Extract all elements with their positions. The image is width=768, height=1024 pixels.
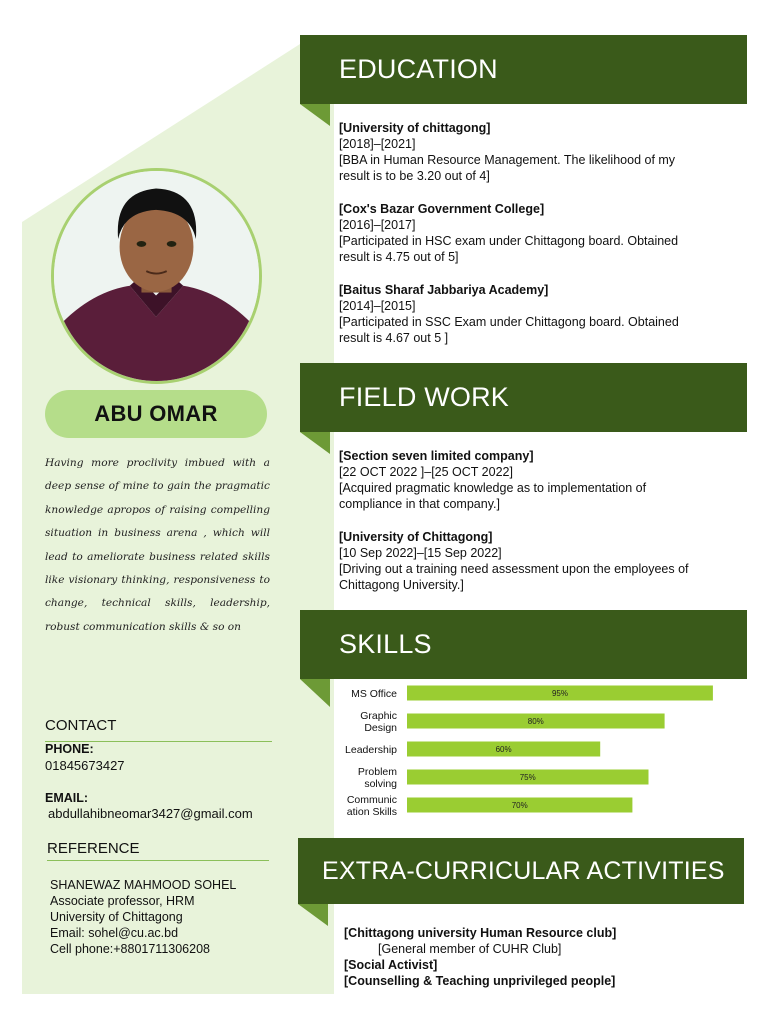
fieldwork-banner <box>300 363 747 432</box>
reference-heading: REFERENCE <box>47 840 140 857</box>
education-entry <box>339 120 709 184</box>
reference-org: University of Chittagong <box>50 910 183 924</box>
skills-fold <box>300 679 330 707</box>
education-heading: EDUCATION <box>339 54 498 84</box>
contact-heading: CONTACT <box>45 717 117 734</box>
skill-label: Leadership <box>345 744 397 756</box>
extra-fold <box>298 904 328 926</box>
skill-label: Communic <box>346 794 397 806</box>
fieldwork-title: [University of Chittagong] <box>339 530 493 544</box>
education-title: [University of chittagong] <box>339 121 491 135</box>
skill-value-label: 95% <box>551 689 568 698</box>
reference-details <box>50 877 236 957</box>
reference-divider <box>47 860 269 861</box>
reference-email: Email: sohel@cu.ac.bd <box>50 926 179 940</box>
skills-banner <box>300 610 747 679</box>
skill-label: solving <box>364 778 397 790</box>
skill-value-label: 60% <box>495 745 512 754</box>
extra-activities <box>344 925 616 989</box>
email-value: abdullahibneomar3427@gmail.com <box>48 806 253 821</box>
fieldwork-title: [Section seven limited company] <box>339 449 534 463</box>
fieldwork-fold <box>300 432 330 454</box>
skill-label: Graphic <box>360 710 397 722</box>
skill-value-label: 70% <box>511 801 528 810</box>
profile-photo <box>51 168 262 384</box>
education-dates: [2016]–[2017] <box>339 218 416 232</box>
skill-label: MS Office <box>351 688 397 700</box>
reference-name: SHANEWAZ MAHMOOD SOHEL <box>50 878 237 892</box>
skills-chart <box>335 683 735 823</box>
education-desc: [Participated in SSC Exam under Chittagong board. Obtained result is 4.67 out 5 ] <box>339 315 679 345</box>
education-title: [Cox's Bazar Government College] <box>339 202 545 216</box>
skill-label: Design <box>364 722 397 734</box>
skill-value-label: 75% <box>519 773 536 782</box>
fieldwork-desc: [Driving out a training need assessment upon the employees of Chittagong University.] <box>339 562 689 592</box>
name-pill <box>45 390 267 438</box>
education-banner <box>300 35 747 104</box>
education-fold <box>300 104 330 126</box>
fieldwork-entry <box>339 448 709 512</box>
fieldwork-heading: FIELD WORK <box>339 382 510 412</box>
extra-teaching: [Counselling & Teaching unprivileged people] <box>344 974 616 988</box>
education-dates: [2018]–[2021] <box>339 137 416 151</box>
skill-label: ation Skills <box>346 806 397 818</box>
extra-activist: [Social Activist] <box>344 958 438 972</box>
skill-label: Problem <box>357 766 397 778</box>
profile-summary: Having more proclivity imbued with a deep sense of mine to gain the pragmatic knowledge apropos of raising compelling situation in business arena , which will lead to ameliorate business related skills like visionary thinking, responsiveness to change, technical skills, leadership, robust communication skills & so on <box>45 457 270 633</box>
reference-phone: Cell phone:+8801711306208 <box>50 942 210 956</box>
education-dates: [2014]–[2015] <box>339 299 416 313</box>
reference-title: Associate professor, HRM <box>50 894 195 908</box>
fieldwork-dates: [10 Sep 2022]–[15 Sep 2022] <box>339 546 502 560</box>
extra-club-role: [General member of CUHR Club] <box>378 942 562 956</box>
email-label: EMAIL: <box>45 791 89 805</box>
phone-label: PHONE: <box>45 742 94 756</box>
skills-heading: SKILLS <box>339 629 432 659</box>
extra-heading: EXTRA-CURRICULAR ACTIVITIES <box>322 856 725 885</box>
full-name: ABU OMAR <box>94 401 218 426</box>
fieldwork-entry <box>339 529 711 593</box>
education-desc: [Participated in HSC exam under Chittagong board. Obtained result is 4.75 out of 5] <box>339 234 679 264</box>
phone-value: 01845673427 <box>45 758 125 773</box>
fieldwork-dates: [22 OCT 2022 ]–[25 OCT 2022] <box>339 465 513 479</box>
education-desc: [BBA in Human Resource Management. The likelihood of my result is to be 3.20 out of 4] <box>339 153 676 183</box>
extra-banner <box>298 838 744 904</box>
education-title: [Baitus Sharaf Jabbariya Academy] <box>339 283 549 297</box>
skill-value-label: 80% <box>527 717 544 726</box>
extra-club: [Chittagong university Human Resource club] <box>344 926 617 940</box>
fieldwork-desc: [Acquired pragmatic knowledge as to implementation of compliance in that company.] <box>339 481 647 511</box>
education-entry <box>339 282 709 346</box>
education-entry <box>339 201 709 265</box>
